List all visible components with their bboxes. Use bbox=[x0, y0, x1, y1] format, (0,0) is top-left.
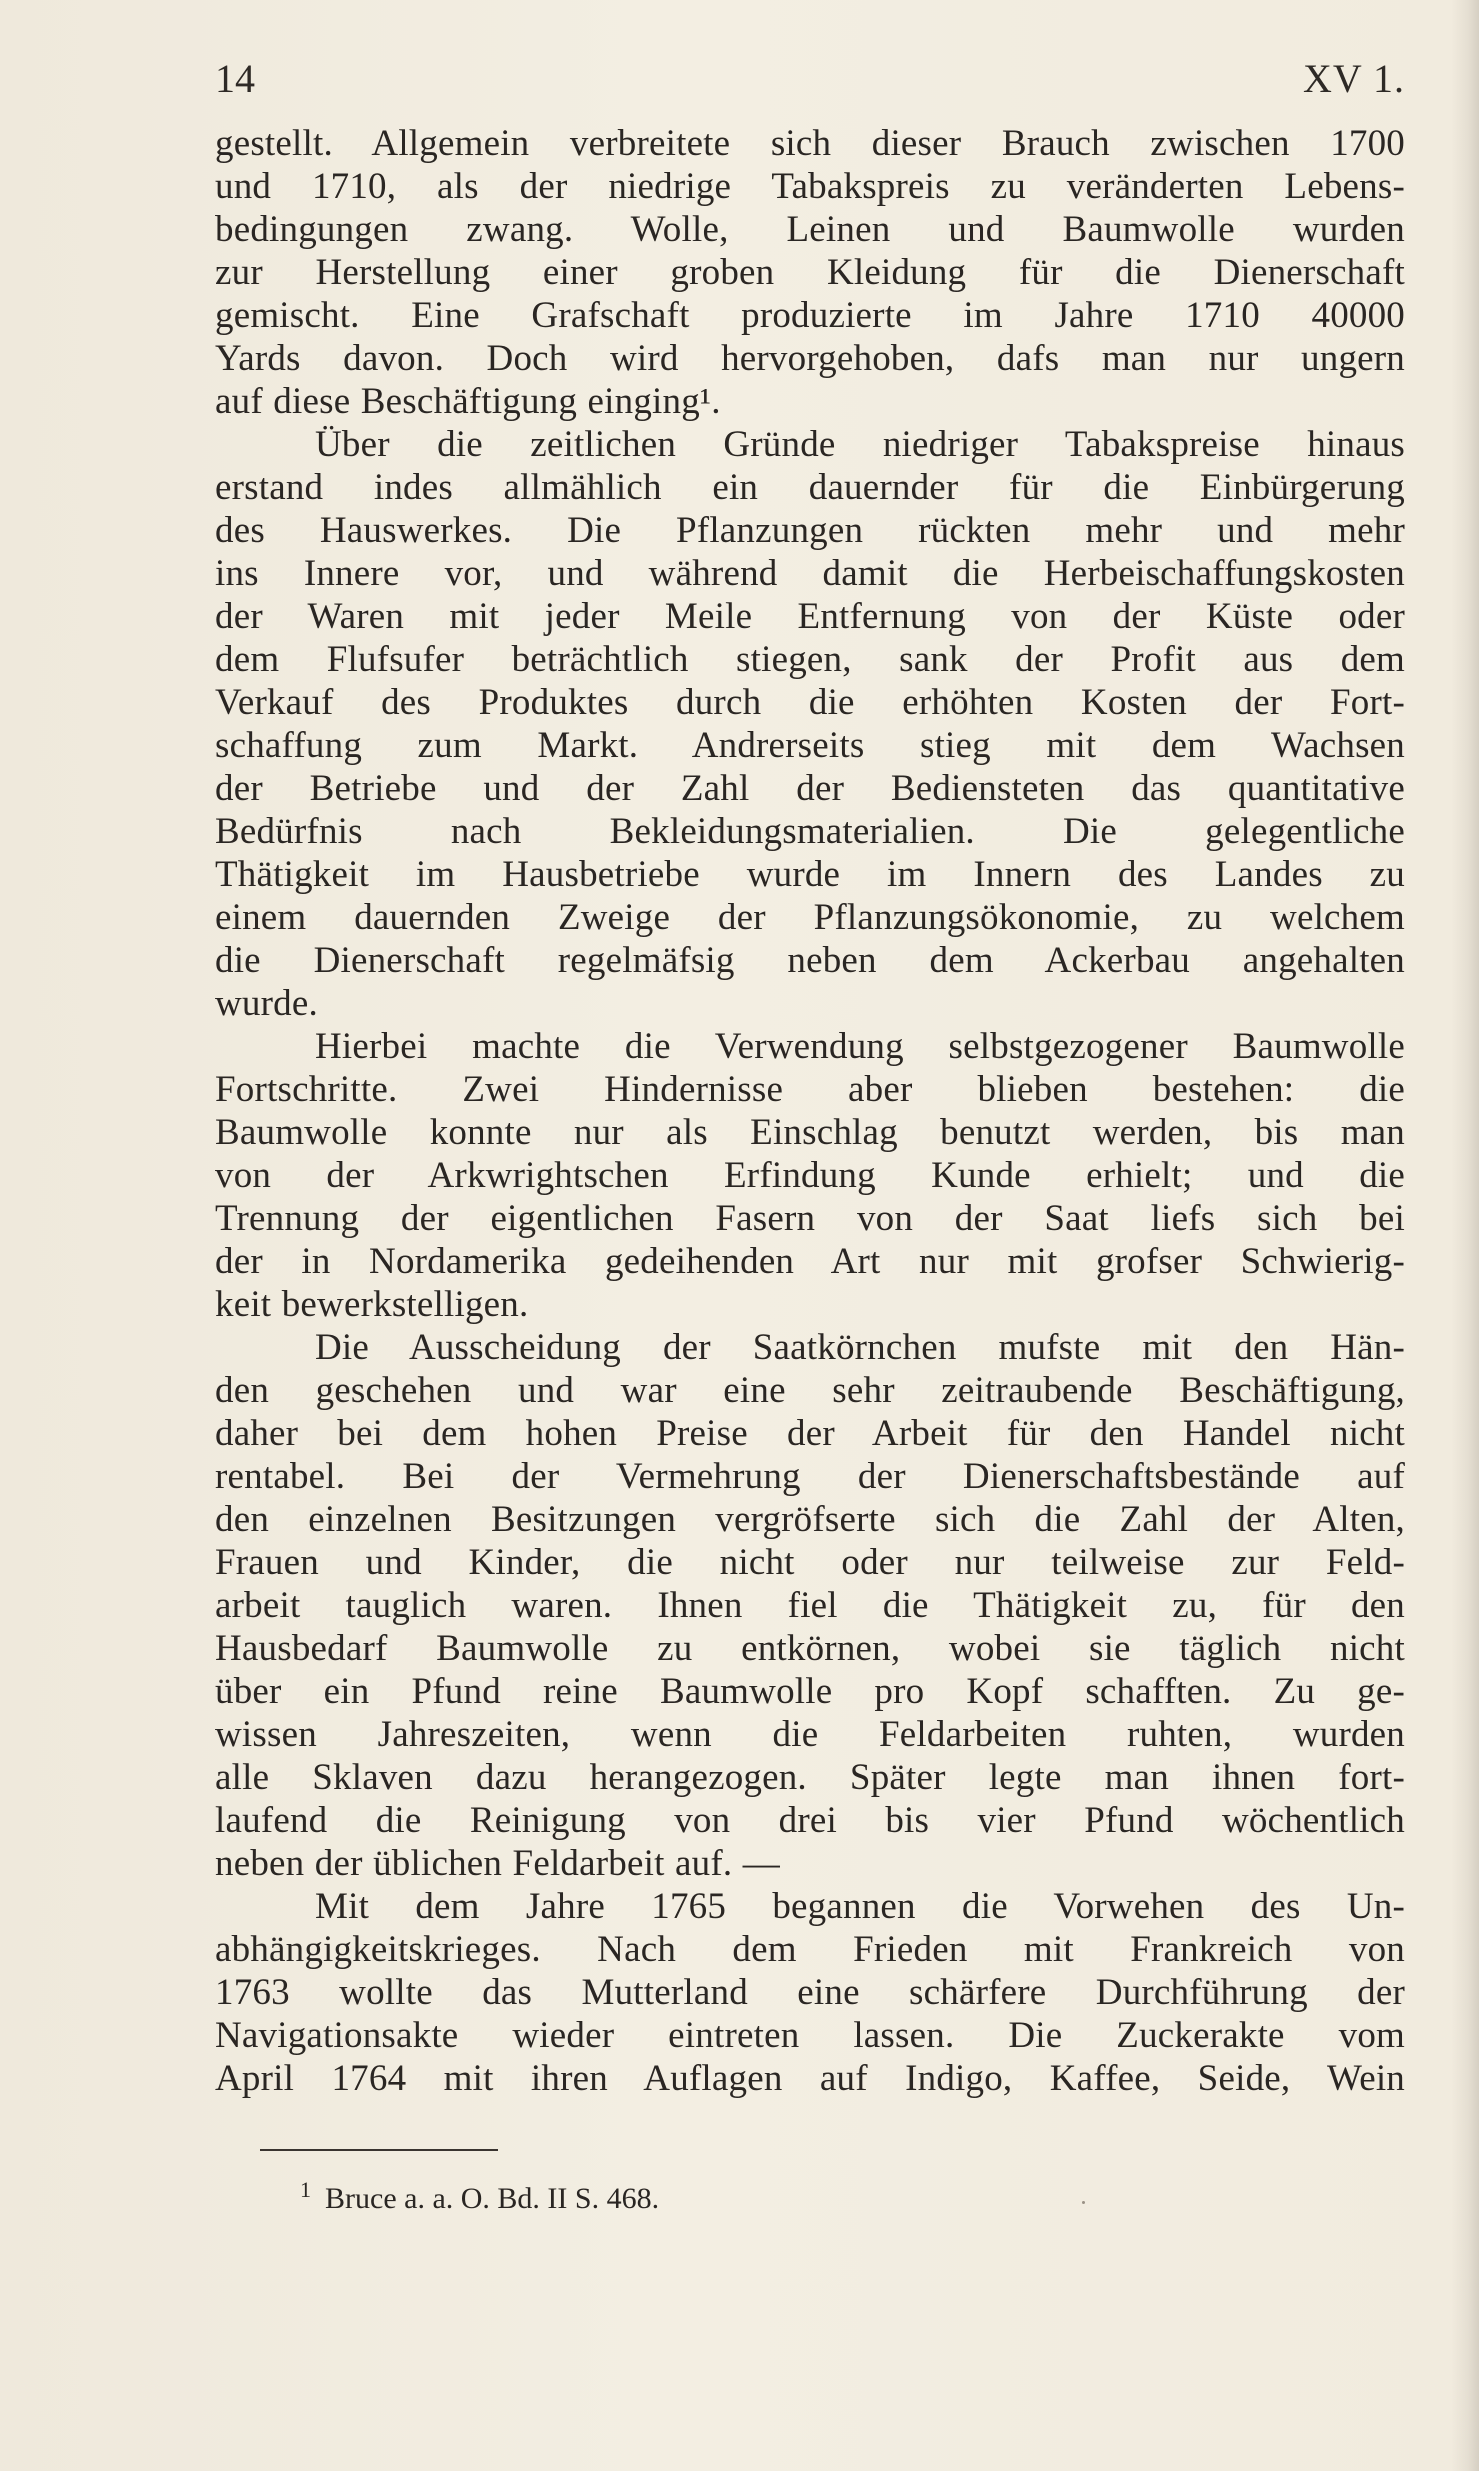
text-line: den geschehen und war eine sehr zeitraubende Beschäftigung, bbox=[215, 1370, 1405, 1411]
text-line: 1763 wollte das Mutterland eine schärfere Durchführung der bbox=[215, 1972, 1405, 2013]
footnote-marker: 1 bbox=[300, 2177, 311, 2202]
text-line: daher bei dem hohen Preise der Arbeit für den Handel nicht bbox=[215, 1413, 1405, 1454]
text-line: der Betriebe und der Zahl der Bediensteten das quantitative bbox=[215, 768, 1405, 809]
text-line: rentabel. Bei der Vermehrung der Dienerschaftsbestände auf bbox=[215, 1456, 1405, 1497]
text-line: Baumwolle konnte nur als Einschlag benutzt werden, bis man bbox=[215, 1112, 1405, 1153]
text-line: der in Nordamerika gedeihenden Art nur mit grofser Schwierig- bbox=[215, 1241, 1405, 1282]
text-line: auf diese Beschäftigung einging¹. bbox=[215, 381, 721, 422]
text-line: dem Flufsufer beträchtlich stiegen, sank der Profit aus dem bbox=[215, 639, 1405, 680]
text-line: neben der üblichen Feldarbeit auf. — bbox=[215, 1843, 780, 1884]
text-line: Navigationsakte wieder eintreten lassen. Die Zuckerakte vom bbox=[215, 2015, 1405, 2056]
body-text bbox=[215, 122, 1405, 2100]
text-line: Yards davon. Doch wird hervorgehoben, dafs man nur ungern bbox=[215, 338, 1405, 379]
text-line: arbeit tauglich waren. Ihnen fiel die Thätigkeit zu, für den bbox=[215, 1585, 1405, 1626]
text-line: zur Herstellung einer groben Kleidung für die Dienerschaft bbox=[215, 252, 1405, 293]
text-line: über ein Pfund reine Baumwolle pro Kopf schafften. Zu ge- bbox=[215, 1671, 1405, 1712]
paragraph-first-line: Hierbei machte die Verwendung selbstgezogener Baumwolle bbox=[315, 1026, 1405, 1067]
footnote-text: Bruce a. a. O. Bd. II S. 468. bbox=[325, 2182, 660, 2215]
text-line: ins Innere vor, und während damit die Herbeischaffungskosten bbox=[215, 553, 1405, 594]
text-line: alle Sklaven dazu herangezogen. Später legte man ihnen fort- bbox=[215, 1757, 1405, 1798]
text-line: Hausbedarf Baumwolle zu entkörnen, wobei sie täglich nicht bbox=[215, 1628, 1405, 1669]
footnote bbox=[300, 2177, 659, 2216]
text-line: erstand indes allmählich ein dauernder für die Einbürgerung bbox=[215, 467, 1405, 508]
text-line: Verkauf des Produktes durch die erhöhten Kosten der Fort- bbox=[215, 682, 1405, 723]
text-line: den einzelnen Besitzungen vergröfserte sich die Zahl der Alten, bbox=[215, 1499, 1405, 1540]
text-line: Frauen und Kinder, die nicht oder nur teilweise zur Feld- bbox=[215, 1542, 1405, 1583]
text-line: Trennung der eigentlichen Fasern von der Saat liefs sich bei bbox=[215, 1198, 1405, 1239]
text-line: Bedürfnis nach Bekleidungsmaterialien. Die gelegentliche bbox=[215, 811, 1405, 852]
text-line: Fortschritte. Zwei Hindernisse aber blieben bestehen: die bbox=[215, 1069, 1405, 1110]
paragraph-first-line: Mit dem Jahre 1765 begannen die Vorwehen des Un- bbox=[315, 1886, 1405, 1927]
text-line: abhängigkeitskrieges. Nach dem Frieden mit Frankreich von bbox=[215, 1929, 1405, 1970]
text-line: von der Arkwrightschen Erfindung Kunde erhielt; und die bbox=[215, 1155, 1405, 1196]
text-line: des Hauswerkes. Die Pflanzungen rückten mehr und mehr bbox=[215, 510, 1405, 551]
text-line: gemischt. Eine Grafschaft produzierte im Jahre 1710 40000 bbox=[215, 295, 1405, 336]
text-line: April 1764 mit ihren Auflagen auf Indigo, Kaffee, Seide, Wein bbox=[215, 2058, 1405, 2099]
text-line: keit bewerkstelligen. bbox=[215, 1284, 529, 1325]
text-line: Thätigkeit im Hausbetriebe wurde im Innern des Landes zu bbox=[215, 854, 1405, 895]
paragraph-first-line: Die Ausscheidung der Saatkörnchen mufste mit den Hän- bbox=[315, 1327, 1405, 1368]
text-line: die Dienerschaft regelmäfsig neben dem Ackerbau angehalten bbox=[215, 940, 1405, 981]
paper-speck bbox=[1082, 2201, 1085, 2204]
page-edge-shadow bbox=[1451, 0, 1479, 2471]
running-head: XV 1. bbox=[1302, 56, 1405, 101]
text-line: laufend die Reinigung von drei bis vier Pfund wöchentlich bbox=[215, 1800, 1405, 1841]
text-line: schaffung zum Markt. Andrerseits stieg mit dem Wachsen bbox=[215, 725, 1405, 766]
text-line: wurde. bbox=[215, 983, 318, 1024]
text-line: einem dauernden Zweige der Pflanzungsökonomie, zu welchem bbox=[215, 897, 1405, 938]
footnote-divider bbox=[260, 2149, 498, 2151]
text-line: der Waren mit jeder Meile Entfernung von der Küste oder bbox=[215, 596, 1405, 637]
paragraph-first-line: Über die zeitlichen Gründe niedriger Tabakspreise hinaus bbox=[315, 424, 1405, 465]
page-number: 14 bbox=[215, 56, 255, 101]
text-line: wissen Jahreszeiten, wenn die Feldarbeiten ruhten, wurden bbox=[215, 1714, 1405, 1755]
text-line: und 1710, als der niedrige Tabakspreis zu veränderten Lebens- bbox=[215, 166, 1405, 207]
text-line: bedingungen zwang. Wolle, Leinen und Baumwolle wurden bbox=[215, 209, 1405, 250]
page-header bbox=[215, 55, 1405, 115]
text-line: gestellt. Allgemein verbreitete sich dieser Brauch zwischen 1700 bbox=[215, 123, 1405, 164]
